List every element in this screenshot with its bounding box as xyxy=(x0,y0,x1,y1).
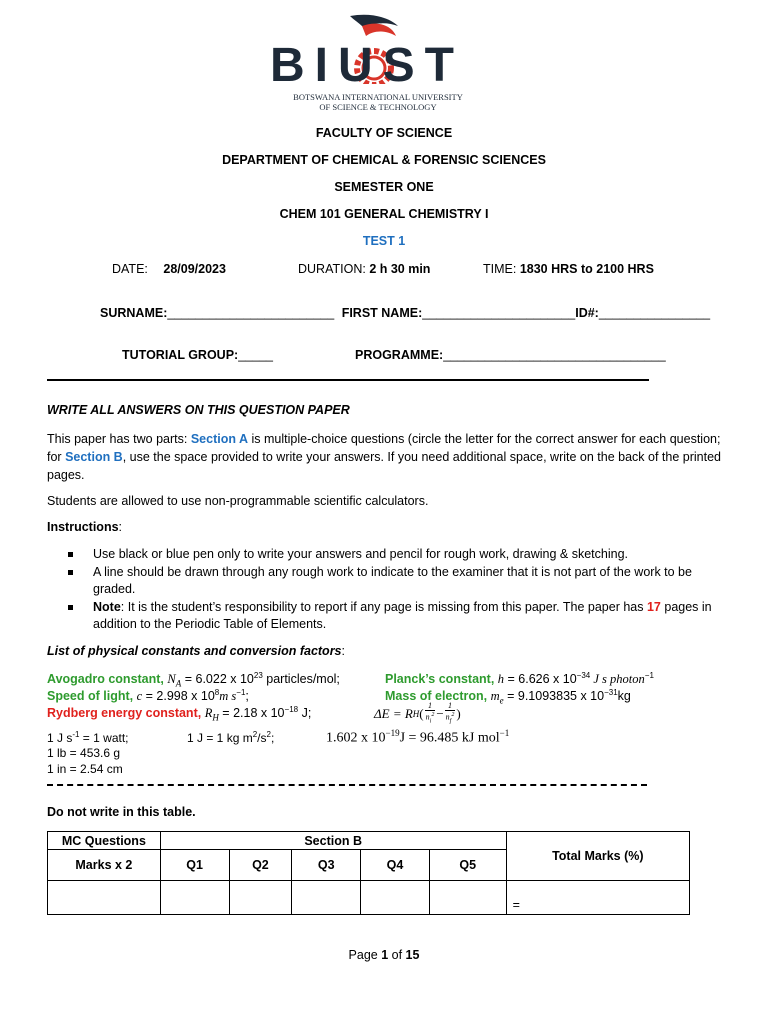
tutorial-label: TUTORIAL GROUP: xyxy=(122,348,239,362)
date-value: 28/09/2023 xyxy=(163,262,226,276)
planck-symbol: h xyxy=(497,672,505,687)
instructions-list xyxy=(47,546,722,634)
answers-heading: WRITE ALL ANSWERS ON THIS QUESTION PAPER xyxy=(47,403,350,417)
dashed-divider xyxy=(47,784,647,786)
fraction-2 xyxy=(445,701,456,726)
watt-end: = 1 watt; xyxy=(79,731,129,745)
instructions-colon: : xyxy=(118,520,123,534)
university-logo xyxy=(262,12,494,112)
q1-marks-cell[interactable] xyxy=(160,881,229,915)
electron-label: Mass of electron, xyxy=(385,689,488,704)
marks-table xyxy=(47,831,690,915)
list-item xyxy=(47,546,722,564)
calculator-paragraph: Students are allowed to use non-programmable scientific calculators. xyxy=(47,494,429,508)
instructions-label: Instructions xyxy=(47,520,119,534)
page-total: 15 xyxy=(405,948,420,962)
constants-heading-row xyxy=(47,644,345,658)
q1-header: Q1 xyxy=(160,850,229,881)
time-value: 1830 HRS to 2100 HRS xyxy=(519,262,654,276)
firstname-label: FIRST NAME: xyxy=(341,306,423,320)
id-field[interactable]: ________________ xyxy=(598,306,711,320)
q5-marks-cell[interactable] xyxy=(429,881,506,915)
ev-text: 1.602 x 10 xyxy=(326,730,386,746)
avogadro-value: = 6.022 x 10 xyxy=(181,672,254,687)
delta-e: ΔE = R xyxy=(374,705,413,721)
id-label: ID#: xyxy=(575,306,599,320)
section-b-ref: Section B xyxy=(65,450,123,464)
duration-row xyxy=(298,262,430,276)
q2-header: Q2 xyxy=(229,850,292,881)
planck-unit-exp: −1 xyxy=(644,671,654,680)
electron-symbol: m xyxy=(490,689,500,704)
section-b-header: Section B xyxy=(160,832,506,850)
frac2-den-sub: f xyxy=(449,718,452,725)
logo-wordmark: BIUST xyxy=(270,39,464,92)
ev-exp: −19 xyxy=(385,728,400,738)
watt-text: 1 J s xyxy=(47,731,73,745)
frac2-num: 1 xyxy=(447,701,452,710)
planck-exp: −34 xyxy=(576,671,591,680)
light-end: ; xyxy=(245,689,249,704)
avogadro-symbol: N xyxy=(167,672,176,687)
marks-x2-header: Marks x 2 xyxy=(48,850,161,881)
light-exp: 8 xyxy=(214,688,220,697)
q3-marks-cell[interactable] xyxy=(292,881,361,915)
joule-conversion xyxy=(187,730,274,745)
ev-end: J = 96.485 kJ mol xyxy=(399,730,500,746)
bullet-icon xyxy=(68,570,73,575)
rydberg-value: = 2.18 x 10 xyxy=(218,706,285,721)
intro-text-a: This paper has two parts: xyxy=(47,432,191,446)
light-unit-exp: −1 xyxy=(236,688,246,697)
programme-label: PROGRAMME: xyxy=(355,348,444,362)
bullet-icon xyxy=(68,605,73,610)
frac1-den-sub: i xyxy=(429,718,432,725)
intro-text-b: is multiple-choice questions (circle the letter for the correct answer for each question; for xyxy=(47,432,721,464)
table-note: Do not write in this table. xyxy=(47,805,196,819)
frac1-num: 1 xyxy=(427,701,432,710)
semester-heading: SEMESTER ONE xyxy=(334,180,434,194)
planck-unit: J s photon xyxy=(590,672,645,687)
logo-subtitle-line1: BOTSWANA INTERNATIONAL UNIVERSITY xyxy=(293,92,463,102)
joule-text: 1 J = 1 kg m xyxy=(187,731,253,745)
rydberg-unit: J; xyxy=(298,706,312,721)
instructions-label-row xyxy=(47,520,122,534)
intro-text-c: , use the space provided to write your answers. If you need additional space, write on the back of the printed pages. xyxy=(47,450,721,482)
planck-constant xyxy=(385,671,654,687)
bullet-text: A line should be drawn through any rough work to indicate to the examiner that it is not part of the work to be graded. xyxy=(93,564,692,596)
intro-paragraph xyxy=(47,430,722,484)
total-marks-cell[interactable]: = xyxy=(506,881,689,915)
light-value: = 2.998 x 10 xyxy=(142,689,215,704)
planck-label: Planck’s constant, xyxy=(385,672,495,687)
programme-row xyxy=(355,348,666,362)
speed-of-light-constant xyxy=(47,688,249,704)
ev-conversion xyxy=(326,728,509,747)
watt-conversion xyxy=(47,730,129,745)
avogadro-unit: particles/mol; xyxy=(262,672,340,687)
delta-sub: H xyxy=(412,708,420,719)
tutorial-field[interactable]: _____ xyxy=(238,348,273,362)
mc-questions-header: MC Questions xyxy=(48,832,161,850)
light-unit: m s xyxy=(219,689,237,704)
frac2-den: n xyxy=(445,712,450,722)
page-label: Page xyxy=(348,948,382,962)
planck-value: = 6.626 x 10 xyxy=(504,672,577,687)
electron-exp: −31 xyxy=(604,688,618,697)
section-a-ref: Section A xyxy=(190,432,249,446)
note-label: Note xyxy=(93,599,121,614)
bullet-text: pages in addition to the Periodic Table of Elements. xyxy=(93,599,712,631)
frac2-den-exp: 2 xyxy=(451,712,455,718)
q5-header: Q5 xyxy=(429,850,506,881)
course-heading: CHEM 101 GENERAL CHEMISTRY I xyxy=(279,207,489,221)
constants-colon: : xyxy=(341,644,345,658)
q3-header: Q3 xyxy=(292,850,361,881)
q4-header: Q4 xyxy=(361,850,430,881)
electron-unit: kg xyxy=(617,689,631,704)
page-number: 1 xyxy=(381,948,389,962)
frac1-den: n xyxy=(425,712,430,722)
duration-label: DURATION: xyxy=(298,262,366,276)
pound-conversion: 1 lb = 453.6 g xyxy=(47,746,121,760)
header-divider xyxy=(47,379,649,381)
energy-equation: ΔE = R H ( 1 $n_i^2$ − $\frac{1}{n_f^2}$ ) xyxy=(374,701,461,725)
joule-mid: /s xyxy=(257,731,267,745)
name-fields-row xyxy=(100,306,710,320)
frac1-den-exp: 2 xyxy=(431,712,435,718)
inch-conversion: 1 in = 2.54 cm xyxy=(47,762,123,776)
surname-field[interactable]: ________________________ xyxy=(167,306,335,320)
joule-exp2: 2 xyxy=(266,730,271,739)
test-heading: TEST 1 xyxy=(362,234,406,248)
avogadro-constant xyxy=(47,671,340,689)
duration-value: 2 h 30 min xyxy=(369,262,431,276)
light-label: Speed of light, xyxy=(47,689,134,704)
list-item xyxy=(47,599,722,634)
page-count: 17 xyxy=(646,599,661,614)
time-row xyxy=(483,262,654,276)
surname-label: SURNAME: xyxy=(100,306,168,320)
firstname-field[interactable]: ______________________ xyxy=(422,306,576,320)
rydberg-constant xyxy=(47,705,311,723)
joule-exp: 2 xyxy=(252,730,258,739)
rydberg-symbol: R xyxy=(204,706,213,721)
faculty-heading: FACULTY OF SCIENCE xyxy=(315,126,453,140)
date-label: DATE: xyxy=(112,262,148,276)
avogadro-label: Avogadro constant, xyxy=(47,672,164,687)
bullet-text: Use black or blue pen only to write your answers and pencil for rough work, drawing & sketching. xyxy=(93,547,628,561)
logo-subtitle-line2: OF SCIENCE & TECHNOLOGY xyxy=(319,102,437,112)
rydberg-label: Rydberg energy constant, xyxy=(47,706,202,721)
avogadro-exp: 23 xyxy=(253,671,263,680)
electron-sub: e xyxy=(499,695,504,706)
q2-marks-cell[interactable] xyxy=(229,881,292,915)
q4-marks-cell[interactable] xyxy=(361,881,430,915)
electron-value: = 9.1093835 x 10 xyxy=(503,689,605,704)
page-of: of xyxy=(388,948,406,962)
total-marks-header: Total Marks (%) xyxy=(506,832,689,881)
joule-end: ; xyxy=(270,731,275,745)
mc-marks-cell[interactable] xyxy=(48,881,161,915)
ev-end-exp: −1 xyxy=(499,728,510,738)
rydberg-sub: H xyxy=(212,712,219,723)
constants-heading: List of physical constants and conversion factors xyxy=(47,644,342,658)
rydberg-exp: −18 xyxy=(284,705,299,714)
date-row xyxy=(112,262,226,276)
time-label: TIME: xyxy=(483,262,517,276)
bullet-text: : It is the student’s responsibility to report if any page is missing from this paper. The paper has xyxy=(120,599,647,614)
fraction-1 xyxy=(425,701,436,726)
light-symbol: c xyxy=(136,689,143,704)
frac-minus: − xyxy=(436,705,444,721)
watt-exp: -1 xyxy=(72,730,80,739)
list-item xyxy=(47,564,722,599)
programme-field[interactable]: ________________________________ xyxy=(443,348,666,362)
page-footer xyxy=(0,948,768,962)
department-heading: DEPARTMENT OF CHEMICAL & FORENSIC SCIENCES xyxy=(222,153,546,167)
bullet-icon xyxy=(68,552,73,557)
tutorial-row xyxy=(122,348,273,362)
avogadro-sub: A xyxy=(175,678,182,689)
